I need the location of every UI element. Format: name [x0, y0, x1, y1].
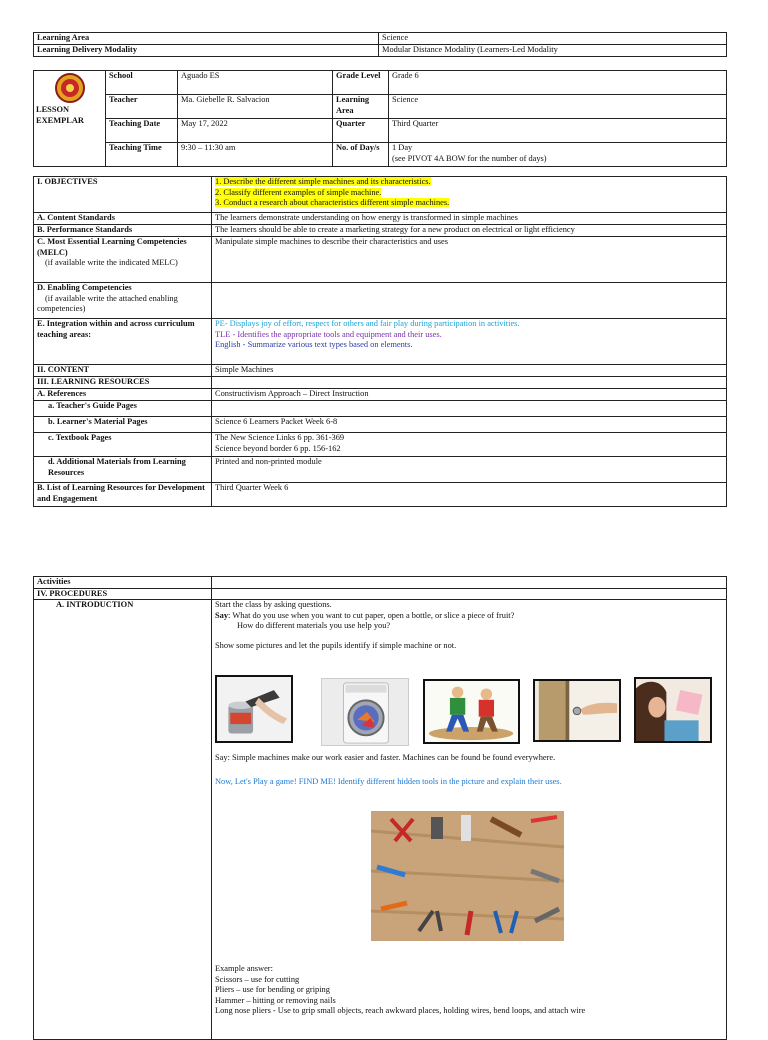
- additional-materials-value: Printed and non-printed module: [212, 457, 727, 483]
- content-value: Simple Machines: [212, 365, 727, 377]
- example-label: Example answer:: [215, 964, 273, 973]
- teaching-date-label: Teaching Date: [106, 119, 178, 143]
- content-standards-label: A. Content Standards: [34, 213, 212, 225]
- teachers-guide-value: [212, 401, 727, 417]
- melc-label: C. Most Essential Learning Competencies (MELC): [37, 237, 187, 257]
- teacher-label: Teacher: [106, 95, 178, 119]
- exemplar-title-line1: LESSON: [36, 105, 70, 114]
- teaching-time-label: Teaching Time: [106, 143, 178, 167]
- procedures-label: IV. PROCEDURES: [34, 588, 212, 600]
- textbook-value: [212, 433, 727, 457]
- objective-item: 1. Describe the different simple machines and its characteristics.: [215, 177, 431, 186]
- intro-line: Start the class by asking questions.: [215, 600, 332, 609]
- example-item: Hammer – hitting or removing nails: [215, 995, 336, 1005]
- example-item: Scissors – use for cutting: [215, 974, 300, 984]
- plan-table: [33, 176, 727, 507]
- days-value-line1: 1 Day: [392, 143, 413, 152]
- learners-material-value: Science 6 Learners Packet Week 6-8: [212, 417, 727, 433]
- enabling-label: D. Enabling Competencies: [37, 283, 132, 292]
- teaching-time-value: 9:30 – 11:30 am: [178, 143, 333, 167]
- enabling-note: (if available write the attached enabling competencies): [37, 293, 178, 313]
- introduction-label: A. INTRODUCTION: [34, 600, 212, 1040]
- objective-item: 3. Conduct a research about characteristics different simple machines.: [215, 198, 450, 207]
- learning-area-label: Learning Area: [333, 95, 389, 119]
- grade-level-value: Grade 6: [389, 71, 727, 95]
- teacher-value: Ma. Giebelle R. Salvacion: [178, 95, 333, 119]
- objectives-list: [212, 177, 727, 213]
- references-label: A. References: [34, 389, 212, 401]
- header-learning-area-value: Science: [379, 33, 727, 45]
- pictures-instruction: Show some pictures and let the pupils identify if simple machine or not.: [215, 640, 457, 650]
- say-text-2: How do different materials you use help you?: [237, 621, 391, 630]
- teachers-guide-label: a. Teacher's Guide Pages: [34, 401, 212, 417]
- performance-standards-label: B. Performance Standards: [34, 225, 212, 237]
- resource-list-value: Third Quarter Week 6: [212, 483, 727, 507]
- can-opener-image: [215, 675, 293, 743]
- integration-english: English - Summarize various text types based on elements.: [215, 340, 413, 349]
- enabling-value: [212, 283, 727, 319]
- hand-tools-image: [371, 811, 564, 941]
- integration-pe: PE- Displays joy of effort, respect for others and fair play during participation in activities.: [215, 319, 520, 328]
- melc-value: Manipulate simple machines to describe their characteristics and uses: [212, 237, 727, 283]
- exemplar-title-line2: EXEMPLAR: [36, 115, 84, 125]
- additional-materials-label: d. Additional Materials from Learning Resources: [34, 457, 212, 483]
- resource-list-label: B. List of Learning Resources for Development and Engagement: [34, 483, 212, 507]
- textbook-value-line1: The New Science Links 6 pp. 361-369: [215, 433, 345, 442]
- find-me-game: Now, Let's Play a game! FIND ME! Identify different hidden tools in the picture and explain their uses.: [215, 777, 562, 786]
- say-text: : What do you use when you want to cut paper, open a bottle, or slice a piece of fruit?: [228, 610, 515, 620]
- enabling-cell: [34, 283, 212, 319]
- say-label: Say: [215, 610, 229, 620]
- header-delivery-label: Learning Delivery Modality: [34, 45, 379, 57]
- learners-material-label: b. Learner's Material Pages: [34, 417, 212, 433]
- content-standards-value: The learners demonstrate understanding on how energy is transformed in simple machines: [212, 213, 727, 225]
- learning-area-value: Science: [389, 95, 727, 119]
- example-item: Pliers – use for bending or griping: [215, 985, 330, 994]
- say-line: [215, 611, 723, 622]
- school-label: School: [106, 71, 178, 95]
- header-table: [33, 32, 727, 57]
- example-item: Long nose pliers - Use to grip small objects, reach awkward places, holding wires, bend loops, and attach wire: [215, 1006, 586, 1015]
- objective-item: 2. Classify different examples of simple machine.: [215, 187, 382, 197]
- grade-level-label: Grade Level: [333, 71, 389, 95]
- resources-value: [212, 377, 727, 389]
- washing-machine-image: [321, 678, 409, 746]
- exemplar-table: [33, 70, 727, 167]
- objectives-label: I. OBJECTIVES: [34, 177, 212, 213]
- door-knob-image: [533, 679, 621, 742]
- performance-standards-value: The learners should be able to create a marketing strategy for a new product on electrical or light efficiency: [212, 225, 727, 237]
- integration-cell: [212, 319, 727, 365]
- integration-tle: TLE - Identifies the appropriate tools and equipment and their uses.: [215, 329, 442, 339]
- procedures-table: [33, 576, 727, 1040]
- exemplar-logo-cell: [34, 71, 106, 167]
- references-value: Constructivism Approach – Direct Instruction: [212, 389, 727, 401]
- melc-cell: [34, 237, 212, 283]
- activities-value: [212, 577, 727, 589]
- procedures-value: [212, 588, 727, 600]
- teaching-date-value: May 17, 2022: [178, 119, 333, 143]
- example-answers: [215, 964, 585, 1017]
- quarter-value: Third Quarter: [389, 119, 727, 143]
- days-label: No. of Day/s: [333, 143, 389, 167]
- header-delivery-value: Modular Distance Modality (Learners-Led Modality: [379, 45, 727, 57]
- people-pushing-image: [423, 679, 520, 744]
- days-value: [389, 143, 727, 167]
- textbook-label: c. Textbook Pages: [34, 433, 212, 457]
- textbook-value-line2: Science beyond border 6 pp. 156-162: [215, 443, 341, 453]
- school-value: Aguado ES: [178, 71, 333, 95]
- content-label: II. CONTENT: [34, 365, 212, 377]
- days-value-line2: (see PIVOT 4A BOW for the number of days): [392, 153, 547, 163]
- quarter-label: Quarter: [333, 119, 389, 143]
- integration-label: E. Integration within and across curriculum teaching areas:: [34, 319, 212, 365]
- girl-scissors-image: [634, 677, 712, 743]
- melc-note: (if available write the indicated MELC): [45, 258, 178, 267]
- activities-label: Activities: [34, 577, 212, 589]
- say-simple-machines: Say: Simple machines make our work easier and faster. Machines can be found be found everywhere.: [215, 753, 556, 762]
- resources-label: III. LEARNING RESOURCES: [34, 377, 212, 389]
- header-learning-area-label: Learning Area: [34, 33, 379, 45]
- school-seal-logo: [50, 73, 90, 103]
